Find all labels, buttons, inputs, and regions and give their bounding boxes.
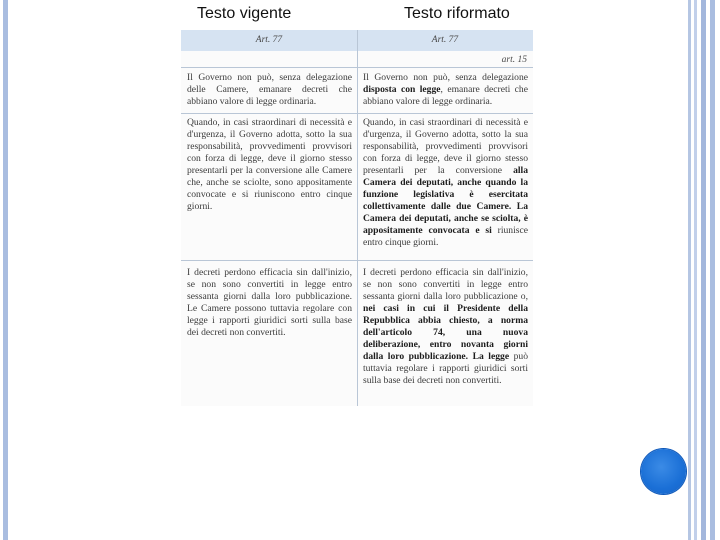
heading-reformed-text: Testo riformato: [404, 5, 510, 22]
article-label-left: Art. 77: [255, 35, 283, 45]
right-border-bar-1: [688, 0, 691, 540]
row-divider-2: [181, 113, 533, 114]
heading-current-text: Testo vigente: [197, 5, 292, 22]
current-text-paragraph-3: I decreti perdono efficacia sin dall'inizio, se non sono convertiti in legge entro sessanta giorni dalla loro pubblicazione. Le Camere possono tuttavia regolare con legge i rapporti giuridici sorti sulla base dei decreti non convertiti.: [187, 267, 352, 339]
right-border-bar-2: [694, 0, 697, 540]
decorative-circle: [641, 449, 686, 494]
row-divider-1: [181, 67, 533, 68]
reformed-text-paragraph-3: I decreti perdono efficacia sin dall'inizio, se non sono convertiti in legge entro sessanta giorni dalla loro pubblicazione o, nei casi in cui il Presidente della Repubblica abbia chiesto, a norma dell'articolo 74, una nuova deliberazione, entro novanta giorni dalla loro pubblicazione. La legge può tuttavia regolare i rapporti giuridici sorti sulla base dei decreti non convertiti.: [363, 267, 528, 387]
right-border-bar-3: [701, 0, 706, 540]
article-sub-label: art. 15: [501, 55, 527, 65]
current-text-paragraph-1: Il Governo non può, senza delegazione delle Camere, emanare decreti che abbiano valore di legge ordinaria.: [187, 72, 352, 108]
reformed-text-paragraph-2: Quando, in casi straordinari di necessità e d'urgenza, il Governo adotta, sotto la sua responsabilità, provvedimenti provvisori con forza di legge, deve il giorno stesso presentarli per la conversione alla Camera dei deputati, anche quando la funzione legislativa è esercitata collettivamente dalle due Camere. La Camera dei deputati, anche se sciolta, è appositamente convocata e si riunisce entro cinque giorni.: [363, 117, 528, 249]
comparison-table: [181, 30, 533, 406]
row-divider-3: [181, 260, 533, 261]
right-border-bar-4: [710, 0, 715, 540]
column-divider: [357, 30, 358, 406]
article-label-right: Art. 77: [431, 35, 459, 45]
reformed-text-paragraph-1: Il Governo non può, senza delegazione disposta con legge, emanare decreti che abbiano valore di legge ordinaria.: [363, 72, 528, 108]
left-border-bar: [3, 0, 8, 540]
current-text-paragraph-2: Quando, in casi straordinari di necessità e d'urgenza, il Governo adotta, sotto la sua responsabilità, provvedimenti provvisori con forza di legge, deve il giorno stesso presentarli per la conversione alle Camere che, anche se sciolte, sono appositamente convocate e si riuniscono entro cinque giorni.: [187, 117, 352, 213]
